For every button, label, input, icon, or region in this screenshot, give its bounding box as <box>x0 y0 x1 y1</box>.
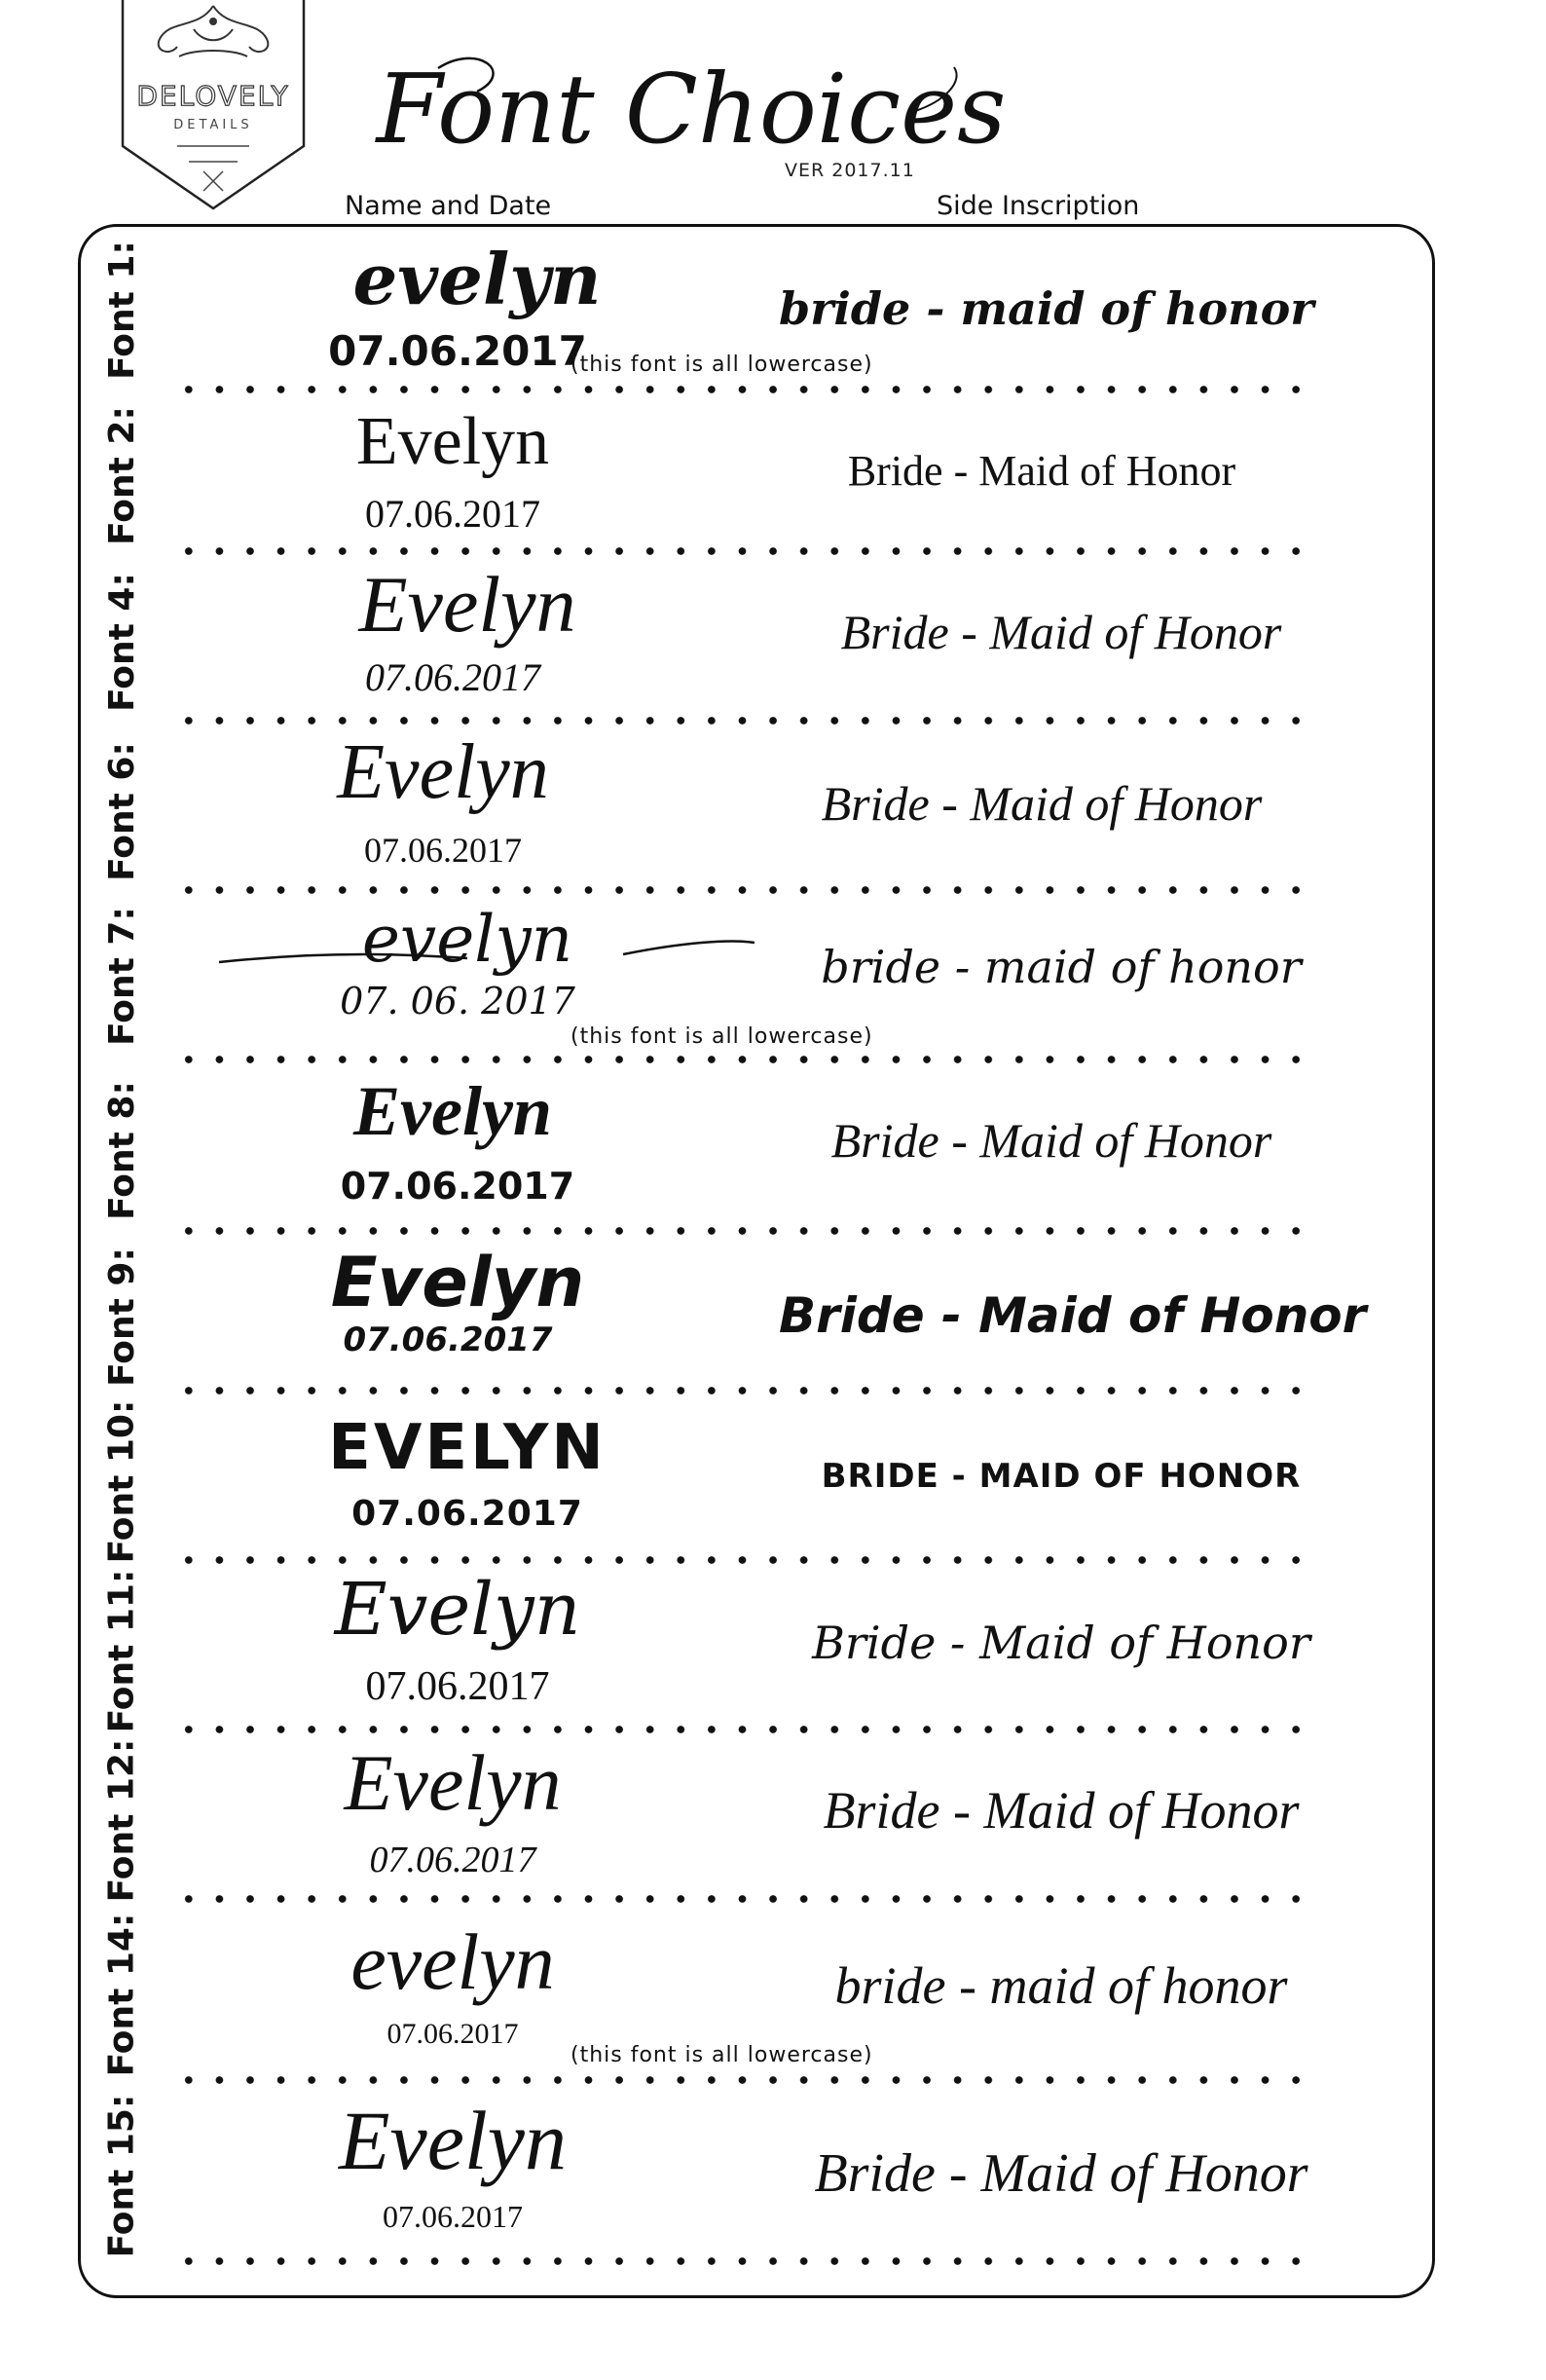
sample-date: 07.06.2017 <box>365 1664 550 1709</box>
column-header-side-inscription: Side Inscription <box>937 191 1140 221</box>
sample-date: 07.06.2017 <box>369 1840 536 1880</box>
lowercase-note: (this font is all lowercase) <box>571 1024 873 1049</box>
column-header-name-date: Name and Date <box>345 191 552 221</box>
sample-name: Evelyn <box>358 560 576 649</box>
dotted-divider <box>173 886 1314 894</box>
font-label: Font 8: <box>101 1080 142 1220</box>
sample-name: evelyn <box>350 1917 555 2006</box>
font-label: Font 7: <box>101 906 142 1046</box>
font-row-6 <box>78 1067 1435 1233</box>
dotted-divider <box>173 717 1314 725</box>
sample-date: 07. 06. 2017 <box>340 980 575 1023</box>
font-row-7 <box>78 1239 1435 1395</box>
sample-name: Evelyn <box>344 1738 562 1827</box>
sample-name: EVELYN <box>328 1412 607 1484</box>
font-row-2 <box>78 397 1435 553</box>
svg-text:DELOVELY: DELOVELY <box>136 80 290 112</box>
font-row-12 <box>78 2088 1435 2263</box>
sample-side-inscription: Bride - Maid of Honor <box>830 1113 1272 1168</box>
sample-name: evelyn <box>361 902 573 977</box>
font-row-9 <box>78 1568 1435 1733</box>
font-label: Font 12: <box>101 1738 142 1902</box>
dotted-divider <box>173 2076 1314 2084</box>
dotted-divider <box>173 1726 1314 1733</box>
font-row-11 <box>78 1907 1435 2082</box>
sample-date: 07.06.2017 <box>343 1320 553 1359</box>
sample-name: Evelyn <box>339 2094 567 2187</box>
lowercase-note: (this font is all lowercase) <box>571 353 873 377</box>
sample-side-inscription: Bride - Maid of Honor <box>821 776 1263 831</box>
sample-name: Evelyn <box>334 1568 581 1652</box>
font-row-10 <box>78 1737 1435 1903</box>
font-label: Font 2: <box>101 405 142 545</box>
font-row-3 <box>78 559 1435 725</box>
sample-side-inscription: Bride - Maid of Honor <box>814 2143 1308 2204</box>
dotted-divider <box>173 547 1314 555</box>
sample-date: 07.06.2017 <box>351 1494 583 1534</box>
dotted-divider <box>173 386 1314 393</box>
svg-text:Font Choices: Font Choices <box>376 55 1007 166</box>
sample-date: 07.06.2017 <box>328 327 587 375</box>
sample-name: evelyn <box>352 238 602 320</box>
sample-date: 07.06.2017 <box>340 1165 575 1208</box>
version-label: VER 2017.11 <box>785 160 915 181</box>
font-label: Font 1: <box>101 240 142 380</box>
delovely-details-logo <box>121 0 306 212</box>
dotted-divider <box>173 1056 1314 1063</box>
lowercase-note: (this font is all lowercase) <box>571 2043 873 2067</box>
font-row-1 <box>78 232 1435 388</box>
sample-side-inscription: bride - maid of honor <box>779 282 1314 335</box>
sample-side-inscription: Bride - Maid of Honor <box>847 447 1236 495</box>
font-label: Font 4: <box>101 572 142 712</box>
sample-side-inscription: Bride - Maid of Honor <box>840 605 1282 659</box>
sample-side-inscription: Bride - Maid of Honor <box>812 1617 1310 1669</box>
font-label: Font 15: <box>101 2094 142 2257</box>
font-label: Font 9: <box>101 1246 142 1387</box>
dotted-divider <box>173 2257 1314 2265</box>
sample-date: 07.06.2017 <box>364 831 522 870</box>
dotted-divider <box>173 1556 1314 1564</box>
font-label: Font 6: <box>101 741 142 881</box>
font-label: Font 14: <box>101 1913 142 2076</box>
sample-date: 07.06.2017 <box>383 2199 523 2234</box>
dotted-divider <box>173 1895 1314 1903</box>
font-label: Font 10: <box>101 1399 142 1563</box>
font-row-5 <box>78 898 1435 1054</box>
font-label: Font 11: <box>101 1569 142 1732</box>
sample-name: Evelyn <box>355 404 550 479</box>
sample-side-inscription: bride - maid of honor <box>834 1956 1288 2015</box>
sample-name: Evelyn <box>330 1243 585 1322</box>
sample-name: Evelyn <box>353 1072 552 1150</box>
sample-side-inscription: Bride - Maid of Honor <box>823 1781 1300 1840</box>
sample-name: Evelyn <box>337 729 549 815</box>
font-row-4 <box>78 728 1435 894</box>
sample-date: 07.06.2017 <box>365 655 540 699</box>
dotted-divider <box>173 1227 1314 1235</box>
page-title <box>376 33 1007 179</box>
sample-date: 07.06.2017 <box>365 492 540 536</box>
sample-side-inscription: Bride - Maid of Honor <box>779 1287 1367 1344</box>
font-row-8 <box>78 1398 1435 1564</box>
dotted-divider <box>173 1387 1314 1395</box>
sample-side-inscription: BRIDE - MAID OF HONOR <box>821 1457 1302 1496</box>
sample-side-inscription: bride - maid of honor <box>821 941 1302 993</box>
svg-text:DETAILS: DETAILS <box>173 118 253 132</box>
sample-date: 07.06.2017 <box>386 2018 519 2050</box>
